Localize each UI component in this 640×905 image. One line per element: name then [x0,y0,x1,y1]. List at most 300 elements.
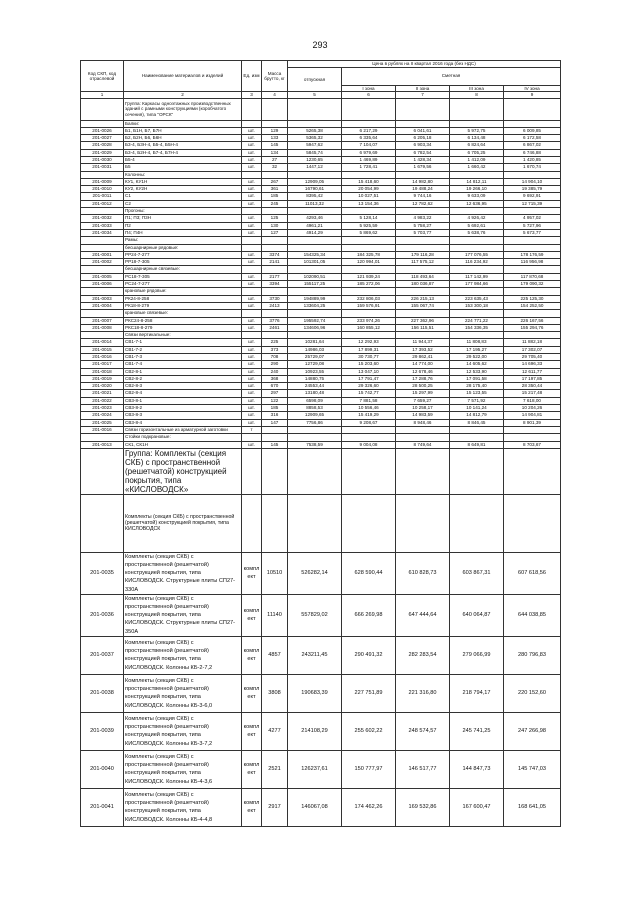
item-name: КУ2, КУ2Н [124,186,242,193]
release-price: 134606,96 [288,324,342,331]
item-name: Б3-4, Б2Н-4, Б7-4, Б7Н-4 [124,149,242,156]
zone3-price [450,426,504,433]
item-unit: шт. [242,346,262,353]
release-price: 11013,32 [288,200,342,207]
empty-cell [504,332,561,339]
table-row [81,164,561,171]
item-name: Б2, Б2Н, Б6, Б6Н [124,135,242,142]
release-price: 12909,65 [288,412,342,419]
empty-cell [450,310,504,317]
item-mass: 145 [262,441,288,448]
zone1-price: 666 269,98 [342,594,396,636]
item-mass: 708 [262,354,288,361]
item-mass: 125 [262,215,288,222]
empty-cell [342,494,396,552]
zone4-price: 5 673,77 [504,229,561,236]
item-name: СК1, СК1Н [124,441,242,448]
zone1-price: 29 326,60 [342,383,396,390]
table-row [81,186,561,193]
table-row [81,259,561,266]
empty-cell [396,332,450,339]
release-price: 14986,03 [288,346,342,353]
item-code: 201-0035 [81,552,124,594]
table-row [81,222,561,229]
item-code: 201-0039 [81,712,124,750]
item-mass: 185 [262,405,288,412]
zone1-price: 6 335,64 [342,135,396,142]
item-name: П1; П3; П3Н [124,215,242,222]
release-price: 5845,74 [288,149,342,156]
zone1-price: 13 154,36 [342,200,396,207]
table-row [81,332,561,339]
item-mass: 267 [262,178,288,185]
row-heading: Комплекты (секция СКБ) с пространственной (решетчатой) конструкцией покрытия, типа КИСЛОВОДСК [124,494,242,552]
empty-cell [342,310,396,317]
zone3-price: 640 064,87 [450,594,504,636]
table-row [81,324,561,331]
header-zone4: IV зона [504,85,561,92]
zone3-price: 17 091,58 [450,375,504,382]
zone2-price: 19 488,24 [396,186,450,193]
table-row [81,142,561,149]
zone2-price: 610 828,73 [396,552,450,594]
zone4-price: 17 197,85 [504,375,561,382]
item-name: СВ3-8-3 [124,412,242,419]
item-code: 201-0014 [81,339,124,346]
item-code: 201-0024 [81,412,124,419]
empty-cell [450,434,504,441]
item-mass: 129 [262,127,288,134]
zone3-price: 5 692,61 [450,222,504,229]
table-row [81,419,561,426]
empty-cell [81,494,124,552]
item-code: 201-0001 [81,251,124,258]
empty-cell [504,171,561,178]
item-unit: шт. [242,156,262,163]
release-price: 243211,45 [288,636,342,674]
table-row [81,788,561,826]
zone4-price: 9 692,91 [504,193,561,200]
col-number: 4 [262,92,288,99]
release-price: 526282,14 [288,552,342,594]
empty-cell [262,434,288,441]
release-price: 12729,08 [288,361,342,368]
item-code: 201-0040 [81,750,124,788]
zone2-price: 180 036,87 [396,281,450,288]
table-row [81,405,561,412]
zone3-price: 153 300,18 [450,302,504,309]
zone4-price: 6 867,02 [504,142,561,149]
empty-cell [504,266,561,273]
zone2-price: 282 283,54 [396,636,450,674]
zone1-price: 1 728,41 [342,164,396,171]
col-number: 6 [342,92,396,99]
row-heading: крановые рядовые: [124,288,242,295]
empty-cell [450,332,504,339]
zone2-price: 221 316,80 [396,674,450,712]
item-unit: компл ект [242,750,262,788]
release-price: 5365,32 [288,135,342,142]
empty-cell [288,208,342,215]
table-row [81,674,561,712]
item-unit: шт. [242,441,262,448]
empty-cell [396,266,450,273]
empty-cell [242,494,262,552]
item-name: РР24-7-277 [124,251,242,258]
zone3-price: 14 812,79 [450,412,504,419]
item-unit: шт. [242,339,262,346]
item-unit: шт. [242,317,262,324]
zone3-price: 7 571,92 [450,397,504,404]
col-number: 2 [124,92,242,99]
item-name: СВ2-8-2 [124,375,242,382]
table-row [81,494,561,552]
zone4-price: 12 715,39 [504,200,561,207]
item-unit: шт. [242,375,262,382]
item-name: СВ3-8-4 [124,419,242,426]
empty-cell [262,171,288,178]
item-mass: 245 [262,200,288,207]
zone4-price: 1 420,85 [504,156,561,163]
zone2-price: 7 659,27 [396,397,450,404]
empty-cell [396,208,450,215]
header-estimate: Сметная [342,67,561,85]
item-mass: 3776 [262,317,288,324]
item-code: 201-0026 [81,127,124,134]
item-mass: 297 [262,390,288,397]
table-row [81,178,561,185]
zone3-price: 177 076,55 [450,251,504,258]
zone2-price: 14 982,80 [396,178,450,185]
item-code: 201-0037 [81,636,124,674]
zone1-price [342,426,396,433]
release-price: 1447,12 [288,164,342,171]
empty-cell [450,120,504,127]
item-unit: шт. [242,295,262,302]
col-number: 1 [81,92,124,99]
empty-cell [81,120,124,127]
zone4-price: 19 385,79 [504,186,561,193]
empty-cell [504,237,561,244]
zone4-price: 145 747,03 [504,750,561,788]
item-mass: 2521 [262,750,288,788]
zone3-price: 8 649,81 [450,441,504,448]
item-code: 201-0007 [81,317,124,324]
zone3-price: 10 141,24 [450,405,504,412]
item-unit: шт. [242,324,262,331]
zone2-price: 8 948,46 [396,419,450,426]
col-number: 8 [450,92,504,99]
zone2-price: 12 678,46 [396,368,450,375]
item-unit: компл ект [242,552,262,594]
zone1-price: 5 925,59 [342,222,396,229]
zone4-price: 14 696,33 [504,361,561,368]
item-name: СВ2-8-3 [124,383,242,390]
table-row [81,594,561,636]
zone3-price: 8 846,45 [450,419,504,426]
zone2-price: 647 444,64 [396,594,450,636]
zone1-price: 120 994,01 [342,259,396,266]
zone1-price: 290 491,32 [342,636,396,674]
zone2-price: 226 215,13 [396,295,450,302]
zone2-price: 5 703,77 [396,229,450,236]
zone4-price: 28 350,44 [504,383,561,390]
empty-cell [288,98,342,120]
zone2-price: 5 758,27 [396,222,450,229]
empty-cell [242,98,262,120]
zone1-price: 233 974,26 [342,317,396,324]
item-unit: шт. [242,273,262,280]
empty-cell [81,310,124,317]
item-unit: шт. [242,178,262,185]
zone4-price: 220 152,60 [504,674,561,712]
zone1-price: 1 469,89 [342,156,396,163]
zone3-price: 154 336,35 [450,324,504,331]
item-code: 201-0025 [81,419,124,426]
item-mass: 2917 [262,788,288,826]
zone4-price: 6 172,58 [504,135,561,142]
table-row [81,317,561,324]
item-name: РКС18-8-279 [124,324,242,331]
zone3-price: 4 926,42 [450,215,504,222]
table-row [81,208,561,215]
item-code: 201-0030 [81,156,124,163]
zone4-price: 178 176,59 [504,251,561,258]
table-row [81,636,561,674]
zone3-price: 116 234,92 [450,259,504,266]
item-name: РС18-7-305 [124,273,242,280]
zone4-price: 14 904,81 [504,412,561,419]
row-heading: Стойки подкрановые: [124,434,242,441]
table-row [81,361,561,368]
zone1-price: 227 751,89 [342,674,396,712]
item-code: 201-0029 [81,149,124,156]
zone3-price: 6 705,25 [450,149,504,156]
table-row [81,310,561,317]
zone3-price: 223 635,43 [450,295,504,302]
item-name: СВ3-8-1 [124,397,242,404]
item-unit: шт. [242,135,262,142]
table-row [81,237,561,244]
empty-cell [242,288,262,295]
item-unit: шт. [242,229,262,236]
item-code: 201-0006 [81,281,124,288]
zone2-price: 179 116,28 [396,251,450,258]
table-row [81,368,561,375]
row-heading: Рамы: [124,237,242,244]
item-name: Комплекты (секция СКБ) с пространственной (решетчатой) конструкцией покрытия, типа КИСЛОВОДСК. Колонны КБ-4-4,8 [124,788,242,826]
empty-cell [450,208,504,215]
table-row [81,215,561,222]
item-mass: 3730 [262,295,288,302]
item-mass: 3374 [262,251,288,258]
item-mass: 2177 [262,273,288,280]
release-price: 133604,25 [288,302,342,309]
table-row [81,266,561,273]
table-row [81,346,561,353]
item-mass: 368 [262,375,288,382]
empty-cell [242,310,262,317]
item-code: 201-0002 [81,259,124,266]
item-code: 201-0003 [81,295,124,302]
zone1-price: 9 004,08 [342,441,396,448]
empty-cell [262,332,288,339]
zone4-price: 1 670,74 [504,164,561,171]
empty-cell [81,244,124,251]
zone2-price: 17 288,76 [396,375,450,382]
zone3-price: 6 134,48 [450,135,504,142]
release-price: 155117,25 [288,281,342,288]
row-heading: Балки: [124,120,242,127]
empty-cell [242,244,262,251]
release-price: 24553,44 [288,383,342,390]
release-price: 12909,05 [288,178,342,185]
item-unit: шт. [242,149,262,156]
zone2-price: 11 944,37 [396,339,450,346]
table-row [81,412,561,419]
item-code: 201-0017 [81,361,124,368]
empty-cell [242,434,262,441]
item-unit: шт. [242,186,262,193]
empty-cell [504,310,561,317]
table-row [81,149,561,156]
item-name: РК18-8-279 [124,302,242,309]
empty-cell [504,494,561,552]
zone3-price: 14 605,62 [450,361,504,368]
zone1-price: 10 556,46 [342,405,396,412]
item-code: 201-0022 [81,397,124,404]
empty-cell [396,288,450,295]
zone4-price: 14 904,10 [504,178,561,185]
item-code: 201-0010 [81,186,124,193]
col-number: 5 [288,92,342,99]
zone4-price: 117 870,68 [504,273,561,280]
zone3-price: 6 824,64 [450,142,504,149]
zone1-price: 150 777,97 [342,750,396,788]
header-code: Код СКП, код отраслевой [81,61,124,92]
zone3-price: 28 175,40 [450,383,504,390]
empty-cell [504,120,561,127]
zone1-price: 10 027,51 [342,193,396,200]
item-name: Б3-4, Б3Н-4, Б5-4, Б5Н-4 [124,142,242,149]
zone2-price: 8 749,64 [396,441,450,448]
item-mass: 290 [262,361,288,368]
empty-cell [262,494,288,552]
item-code: 201-0016 [81,426,124,433]
item-mass: 670 [262,383,288,390]
empty-cell [450,266,504,273]
zone4-price: 644 038,85 [504,594,561,636]
item-name: Связи горизонтальные из арматурной заготовки [124,426,242,433]
release-price: 1230,65 [288,156,342,163]
item-name: П4; П4Н [124,229,242,236]
empty-cell [242,171,262,178]
table-row [81,251,561,258]
release-price: 4914,29 [288,229,342,236]
item-code: 201-0023 [81,405,124,412]
release-price: 25729,07 [288,354,342,361]
item-unit: шт. [242,127,262,134]
empty-cell [262,310,288,317]
empty-cell [262,288,288,295]
item-mass: 32 [262,164,288,171]
zone3-price: 19 266,10 [450,186,504,193]
zone1-price: 12 292,93 [342,339,396,346]
zone4-price: 12 611,77 [504,368,561,375]
item-mass: 4857 [262,636,288,674]
zone2-price: 117 575,12 [396,259,450,266]
empty-cell [288,434,342,441]
zone1-price: 255 602,22 [342,712,396,750]
zone1-price: 6 979,69 [342,149,396,156]
zone3-price: 177 984,66 [450,281,504,288]
zone1-price: 5 128,14 [342,215,396,222]
table-row [81,354,561,361]
zone1-price: 628 590,44 [342,552,396,594]
table-row [81,120,561,127]
zone1-price: 121 939,24 [342,273,396,280]
empty-cell [396,237,450,244]
col-number: 3 [242,92,262,99]
table-row [81,281,561,288]
item-unit: шт. [242,361,262,368]
item-mass: 2141 [262,259,288,266]
zone4-price: 6 746,88 [504,149,561,156]
zone1-price: 159 576,91 [342,302,396,309]
item-code: 201-0016 [81,354,124,361]
item-mass: 145 [262,142,288,149]
zone4-price [504,426,561,433]
empty-cell [288,120,342,127]
item-mass: 127 [262,229,288,236]
item-unit: компл ект [242,788,262,826]
item-name: РК24-8-258 [124,295,242,302]
empty-cell [450,244,504,251]
page-number: 293 [312,40,328,50]
release-price: 14880,75 [288,375,342,382]
row-heading: бесшарнирные рядовые: [124,244,242,251]
item-mass: 2413 [262,302,288,309]
table-header [81,61,561,99]
item-mass: 11140 [262,594,288,636]
item-code: 201-0013 [81,441,124,448]
zone3-price: 9 633,09 [450,193,504,200]
zone2-price: 15 297,99 [396,390,450,397]
item-unit: шт. [242,164,262,171]
empty-cell [504,244,561,251]
zone1-price: 15 418,60 [342,178,396,185]
empty-cell [342,120,396,127]
empty-cell [288,171,342,178]
table-row [81,244,561,251]
release-price: 194889,99 [288,295,342,302]
zone1-price: 15 419,29 [342,412,396,419]
empty-cell [342,244,396,251]
item-code: 201-0038 [81,674,124,712]
zone4-price: 4 957,02 [504,215,561,222]
release-price: 4293,46 [288,215,342,222]
empty-cell [504,434,561,441]
release-price: 5947,62 [288,142,342,149]
release-price: 557829,02 [288,594,342,636]
empty-cell [288,494,342,552]
zone2-price: 14 983,59 [396,412,450,419]
table-row [81,448,561,494]
col-number: 9 [504,92,561,99]
zone4-price: 10 204,26 [504,405,561,412]
item-mass: 27 [262,156,288,163]
item-code: 201-0005 [81,273,124,280]
